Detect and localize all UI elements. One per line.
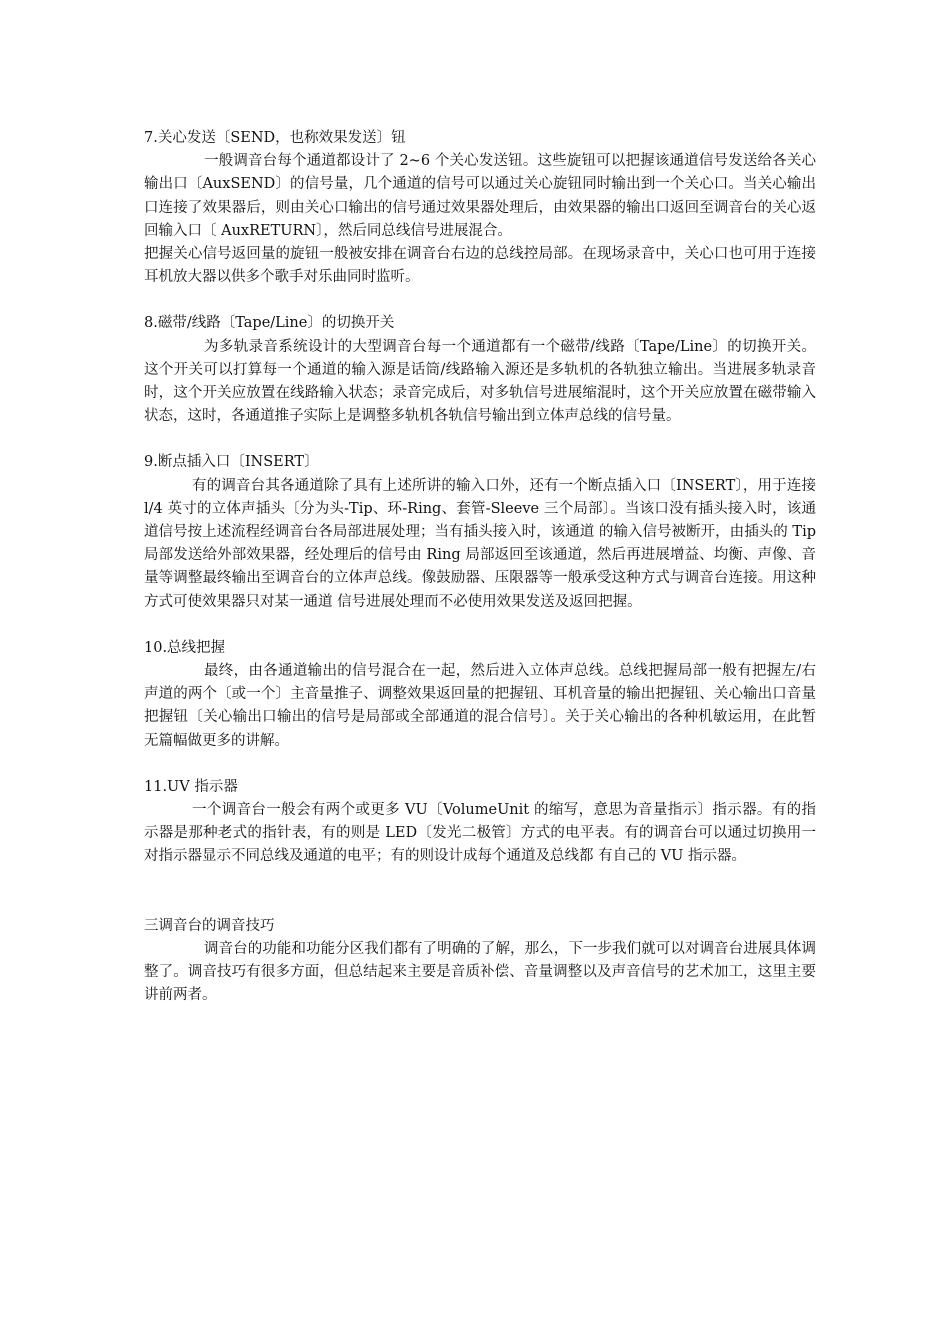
section-heading-10: 10.总线把握 <box>144 639 226 656</box>
section-heading-8: 8.磁带/线路〔Tape/Line〕的切换开关 <box>144 315 395 332</box>
section-heading-9: 9.断点插入口〔INSERT〕 <box>144 454 319 471</box>
section-spacer <box>144 428 816 451</box>
section-spacer <box>144 614 816 637</box>
section-11-paragraph-1: 一个调音台一般会有两个或更多 VU〔VolumeUnit 的缩写，意思为音量指示〕指示器。有的指示器是那种老式的指针表，有的则是 LED〔发光二极管〕方式的电平表。有的调音台可以通过切换用一对指示器显示不同总线及通道的电平；有的则设计成每个通道及总线都 有自己的 VU 指示器。 <box>144 802 816 865</box>
section-spacer-large <box>144 869 816 915</box>
section-spacer <box>144 753 816 776</box>
section-spacer <box>144 289 816 312</box>
chapter-3-paragraph-1: 调音台的功能和功能分区我们都有了明确的了解，那么，下一步我们就可以对调音台进展具体调整了。调音技巧有很多方面，但总结起来主要是音质补偿、音量调整以及声音信号的艺术加工，这里主要讲前两者。 <box>144 940 816 1004</box>
section-heading-7: 7.关心发送〔SEND，也称效果发送〕钮 <box>144 130 406 146</box>
section-10-paragraph-1: 最终，由各通道输出的信号混合在一起，然后进入立体声总线。总线把握局部一般有把握左/右声道的两个〔或一个〕主音量推子、调整效果返回量的把握钮、耳机音量的输出把握钮、关心输出口音量把握钮〔关心输出口输出的信号是局部或全部通道的混合信号〕。关于关心输出的各种机敏运用，在此暂无篇幅做更多的讲解。 <box>144 663 816 749</box>
chapter-heading-3: 三调音台的调音技巧 <box>144 917 275 934</box>
section-7-paragraph-2: 把握关心信号返回量的旋钮一般被安排在调音台右边的总线控局部。在现场录音中，关心口也可用于连接耳机放大器以供多个歌手对乐曲同时监听。 <box>144 246 816 286</box>
section-8-paragraph-1: 为多轨录音系统设计的大型调音台每一个通道都有一个磁带/线路〔Tape/Line〕的切换开关。这个开关可以打算每一个通道的输入源是话筒/线路输入源还是多轨机的各轨独立输出。当进展多轨录音时，这个开关应放置在线路输入状态；录音完成后，对多轨信号进展缩混时，这个开关应放置在磁带输入状态，这时，各通道推子实际上是调整多轨机各轨信号输出到立体声总线的信号量。 <box>144 338 816 425</box>
section-9-paragraph-1: 有的调音台其各通道除了具有上述所讲的输入口外，还有一个断点插入口〔INSERT〕，用于连接 l/4 英寸的立体声插头〔分为头-Tip、环-Ring、套管-Sleeve 三个局部〕。当该口没有插头接入时，该通道信号按上述流程经调音台各局部进展处理；当有插头接入时，该通道 的输入信号被断开，由插头的 Tip 局部发送给外部效果器，经处理后的信号由 Ring 局部返回至该通道，然后再进展增益、均衡、声像、音量等调整最终输出至调音台的立体声总线。像鼓励器、压限器等一般承受这种方式与调音台连接。用这种方式可使效果器只对某一通道 信号进展处理而不必使用效果发送及返回把握。 <box>144 477 816 610</box>
section-heading-11: 11.UV 指示器 <box>144 778 238 795</box>
document-body <box>144 127 816 1008</box>
section-7-paragraph-1: 一般调音台每个通道都设计了 2~6 个关心发送钮。这些旋钮可以把握该通道信号发送给各关心输出口〔AuxSEND〕的信号量，几个通道的信号可以通过关心旋钮同时输出到一个关心口。当关心输出口连接了效果器后，则由关心口输出的信号通过效果器处理后，由效果器的输出口返回至调音台的关心返回输入口〔 AuxRETURN〕，然后同总线信号进展混合。 <box>144 153 816 239</box>
